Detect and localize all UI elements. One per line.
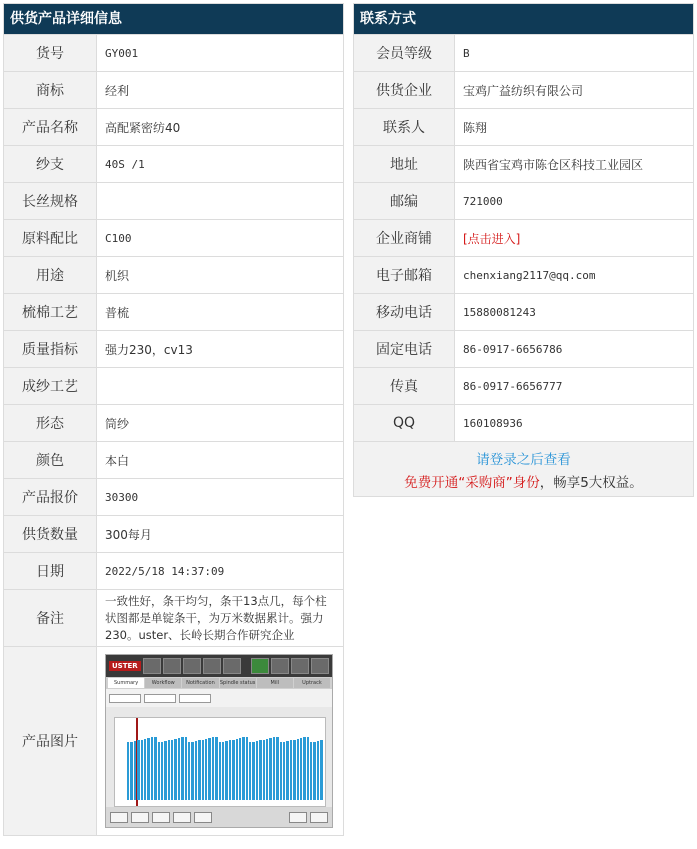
row-label: 产品名称 <box>4 109 97 145</box>
thumb-tab: Workflow <box>145 678 181 688</box>
row-quality-index <box>4 330 343 367</box>
contact-title: 联系方式 <box>354 4 693 34</box>
thumb-bar-plot <box>114 717 326 807</box>
row-value: 普梳 <box>105 305 130 320</box>
row-address <box>354 145 693 182</box>
thumb-tab: Summary <box>108 678 144 688</box>
row-value: 筒纱 <box>105 416 130 431</box>
buyer-promo-link[interactable]: 免费开通“采购商”身份 <box>404 474 540 491</box>
thumb-bar <box>161 742 163 800</box>
shop-enter-link[interactable]: [点击进入] <box>463 231 521 246</box>
thumb-bar <box>202 740 204 800</box>
row-usage <box>4 256 343 293</box>
thumb-bar <box>256 741 258 800</box>
thumb-field <box>144 694 176 703</box>
thumb-tab: Notification <box>182 678 218 688</box>
thumb-bar <box>168 740 170 800</box>
thumb-tab: Spindle status <box>219 680 256 686</box>
thumb-bar <box>273 737 275 800</box>
row-product-image <box>4 646 343 835</box>
thumb-footer-button <box>310 812 328 823</box>
row-carding-process <box>4 293 343 330</box>
row-date <box>4 552 343 589</box>
thumb-bar <box>137 740 139 800</box>
thumb-bar <box>266 739 268 800</box>
row-label: 成纱工艺 <box>4 368 97 404</box>
thumb-tool-icon <box>291 658 309 674</box>
thumb-controls <box>106 689 332 707</box>
thumb-bar <box>195 741 197 800</box>
thumb-bar <box>320 740 322 800</box>
thumb-help-icon <box>311 658 329 674</box>
row-item-no <box>4 34 343 71</box>
thumb-toolbar <box>106 655 332 677</box>
thumb-bar <box>134 741 136 800</box>
row-mobile <box>354 293 693 330</box>
row-value: 30300 <box>105 490 139 504</box>
thumb-bar <box>174 739 176 800</box>
thumb-bar <box>313 742 315 800</box>
row-label: 供货企业 <box>354 72 455 108</box>
thumb-bar <box>263 740 265 800</box>
row-value: 陕西省宝鸡市陈仓区科技工业园区 <box>463 157 644 172</box>
row-value: 2022/5/18 14:37:09 <box>105 564 225 578</box>
thumb-bar <box>290 740 292 800</box>
product-image-cell <box>97 647 343 835</box>
row-label: 纱支 <box>4 146 97 182</box>
thumb-bar <box>307 737 309 800</box>
thumb-bar <box>236 739 238 800</box>
thumb-footer-button <box>131 812 149 823</box>
row-value: 86-0917-6656777 <box>463 379 563 393</box>
thumb-bar <box>293 740 295 800</box>
thumb-bar <box>225 741 227 800</box>
row-label: 用途 <box>4 257 97 293</box>
row-supply-qty <box>4 515 343 552</box>
row-value: 15880081243 <box>463 305 536 319</box>
row-value: 高配紧密纺40 <box>105 120 181 135</box>
thumb-bar <box>215 737 217 800</box>
row-label: 日期 <box>4 553 97 589</box>
thumb-bar <box>310 742 312 800</box>
row-label: 原料配比 <box>4 220 97 256</box>
row-value <box>97 368 343 404</box>
thumb-bars <box>127 728 323 800</box>
row-value: 721000 <box>463 194 503 208</box>
thumb-bar <box>280 742 282 800</box>
thumb-tool-icon <box>183 658 201 674</box>
thumb-bar <box>259 740 261 800</box>
thumb-bar <box>141 740 143 800</box>
product-detail-panel <box>3 3 344 836</box>
row-shop <box>354 219 693 256</box>
row-label: 梳棉工艺 <box>4 294 97 330</box>
row-material-ratio <box>4 219 343 256</box>
row-label: 移动电话 <box>354 294 455 330</box>
row-email <box>354 256 693 293</box>
row-fax <box>354 367 693 404</box>
thumb-bar <box>154 737 156 800</box>
thumb-bar <box>297 739 299 800</box>
row-label: 长丝规格 <box>4 183 97 219</box>
thumb-bar <box>188 742 190 800</box>
thumb-footer-button <box>289 812 307 823</box>
thumb-bar <box>317 741 319 800</box>
thumb-tab: Uptrack <box>294 678 330 688</box>
thumb-footer-button <box>152 812 170 823</box>
thumb-bar <box>127 742 129 800</box>
thumb-bar <box>229 740 231 800</box>
row-value <box>97 183 343 219</box>
row-contact-person <box>354 108 693 145</box>
row-filament-spec <box>4 182 343 219</box>
thumb-bar <box>276 737 278 800</box>
thumb-field <box>109 694 141 703</box>
buyer-promo <box>404 471 643 491</box>
row-product-name <box>4 108 343 145</box>
thumb-bar <box>164 741 166 800</box>
thumb-bar <box>286 741 288 800</box>
thumb-field <box>179 694 211 703</box>
row-value: 经利 <box>105 83 130 98</box>
row-value: 机织 <box>105 268 130 283</box>
contact-panel <box>353 3 694 497</box>
thumb-bar <box>249 742 251 800</box>
row-value: 160108936 <box>463 416 523 430</box>
thumb-bar <box>185 737 187 800</box>
thumb-bar <box>246 737 248 800</box>
thumb-footer <box>106 807 332 827</box>
row-value: GY001 <box>105 46 139 60</box>
row-member-level <box>354 34 693 71</box>
row-label: 会员等级 <box>354 35 455 71</box>
row-value <box>455 220 693 256</box>
thumb-bar <box>144 739 146 800</box>
thumb-bar <box>212 737 214 800</box>
thumb-bar <box>147 738 149 800</box>
row-label: 电子邮箱 <box>354 257 455 293</box>
row-phone <box>354 330 693 367</box>
thumb-footer-button <box>173 812 191 823</box>
row-label: QQ <box>354 405 455 441</box>
row-label: 邮编 <box>354 183 455 219</box>
thumb-tool-icon <box>163 658 181 674</box>
thumb-bar <box>191 742 193 800</box>
thumb-bar <box>171 740 173 800</box>
row-label: 质量指标 <box>4 331 97 367</box>
thumb-bar <box>239 738 241 800</box>
row-label: 商标 <box>4 72 97 108</box>
row-value: 本白 <box>105 453 130 468</box>
thumb-bar <box>208 738 210 800</box>
row-value: 300每月 <box>105 527 152 542</box>
thumb-tool-icon <box>223 658 241 674</box>
row-brand <box>4 71 343 108</box>
thumb-tab: Mill <box>257 678 293 688</box>
uster-logo: USTER <box>109 661 141 671</box>
row-form <box>4 404 343 441</box>
row-yarn-count <box>4 145 343 182</box>
thumb-bar <box>181 737 183 800</box>
login-link[interactable]: 请登录之后查看 <box>476 451 571 468</box>
row-value: 宝鸡广益纺织有限公司 <box>463 83 584 98</box>
thumb-footer-button <box>194 812 212 823</box>
row-value: chenxiang2117@qq.com <box>463 268 596 282</box>
thumb-status-icon <box>251 658 269 674</box>
row-label: 联系人 <box>354 109 455 145</box>
row-notes <box>4 589 343 646</box>
row-spinning-process <box>4 367 343 404</box>
thumb-bar <box>158 742 160 800</box>
thumb-bar <box>269 738 271 800</box>
row-label: 固定电话 <box>354 331 455 367</box>
row-value: 陈翔 <box>463 120 488 135</box>
thumb-bar <box>205 739 207 800</box>
thumb-bar <box>198 740 200 800</box>
row-label: 产品图片 <box>4 647 97 835</box>
row-label: 形态 <box>4 405 97 441</box>
row-value: 40S /1 <box>105 157 145 171</box>
thumb-bar <box>219 742 221 800</box>
row-label: 颜色 <box>4 442 97 478</box>
thumb-tool-icon <box>203 658 221 674</box>
row-value: 强力230，cv13 <box>105 342 193 357</box>
thumb-tool-icon <box>271 658 289 674</box>
thumb-bar <box>303 737 305 800</box>
row-label: 供货数量 <box>4 516 97 552</box>
notes-text: 一致性好，条干均匀，条干13点几，每个柱状图都是单锭条干，为万米数据累计。强力230。uster、长岭长期合作研究企业 <box>105 593 327 642</box>
thumb-tool-icon <box>143 658 161 674</box>
login-prompt <box>354 441 693 496</box>
row-postcode <box>354 182 693 219</box>
row-label: 货号 <box>4 35 97 71</box>
thumb-bar <box>232 740 234 800</box>
row-company <box>354 71 693 108</box>
thumb-bar <box>222 742 224 800</box>
product-image[interactable] <box>105 654 333 828</box>
product-detail-title: 供货产品详细信息 <box>4 4 343 34</box>
thumb-tabs <box>106 677 332 689</box>
thumb-bar <box>130 742 132 800</box>
thumb-bar <box>178 738 180 800</box>
row-label: 产品报价 <box>4 479 97 515</box>
row-color <box>4 441 343 478</box>
row-label: 传真 <box>354 368 455 404</box>
row-label: 地址 <box>354 146 455 182</box>
thumb-bar <box>151 737 153 800</box>
thumb-bar <box>300 738 302 800</box>
row-value: 86-0917-6656786 <box>463 342 563 356</box>
buyer-promo-text: ，畅享5大权益。 <box>539 474 643 491</box>
row-label: 备注 <box>4 590 97 646</box>
row-label: 企业商铺 <box>354 220 455 256</box>
thumb-bar <box>283 742 285 800</box>
row-qq <box>354 404 693 441</box>
row-price <box>4 478 343 515</box>
thumb-footer-button <box>110 812 128 823</box>
row-value: C100 <box>105 231 132 245</box>
thumb-bar <box>252 742 254 800</box>
row-value: B <box>463 46 470 60</box>
thumb-bar <box>242 737 244 800</box>
